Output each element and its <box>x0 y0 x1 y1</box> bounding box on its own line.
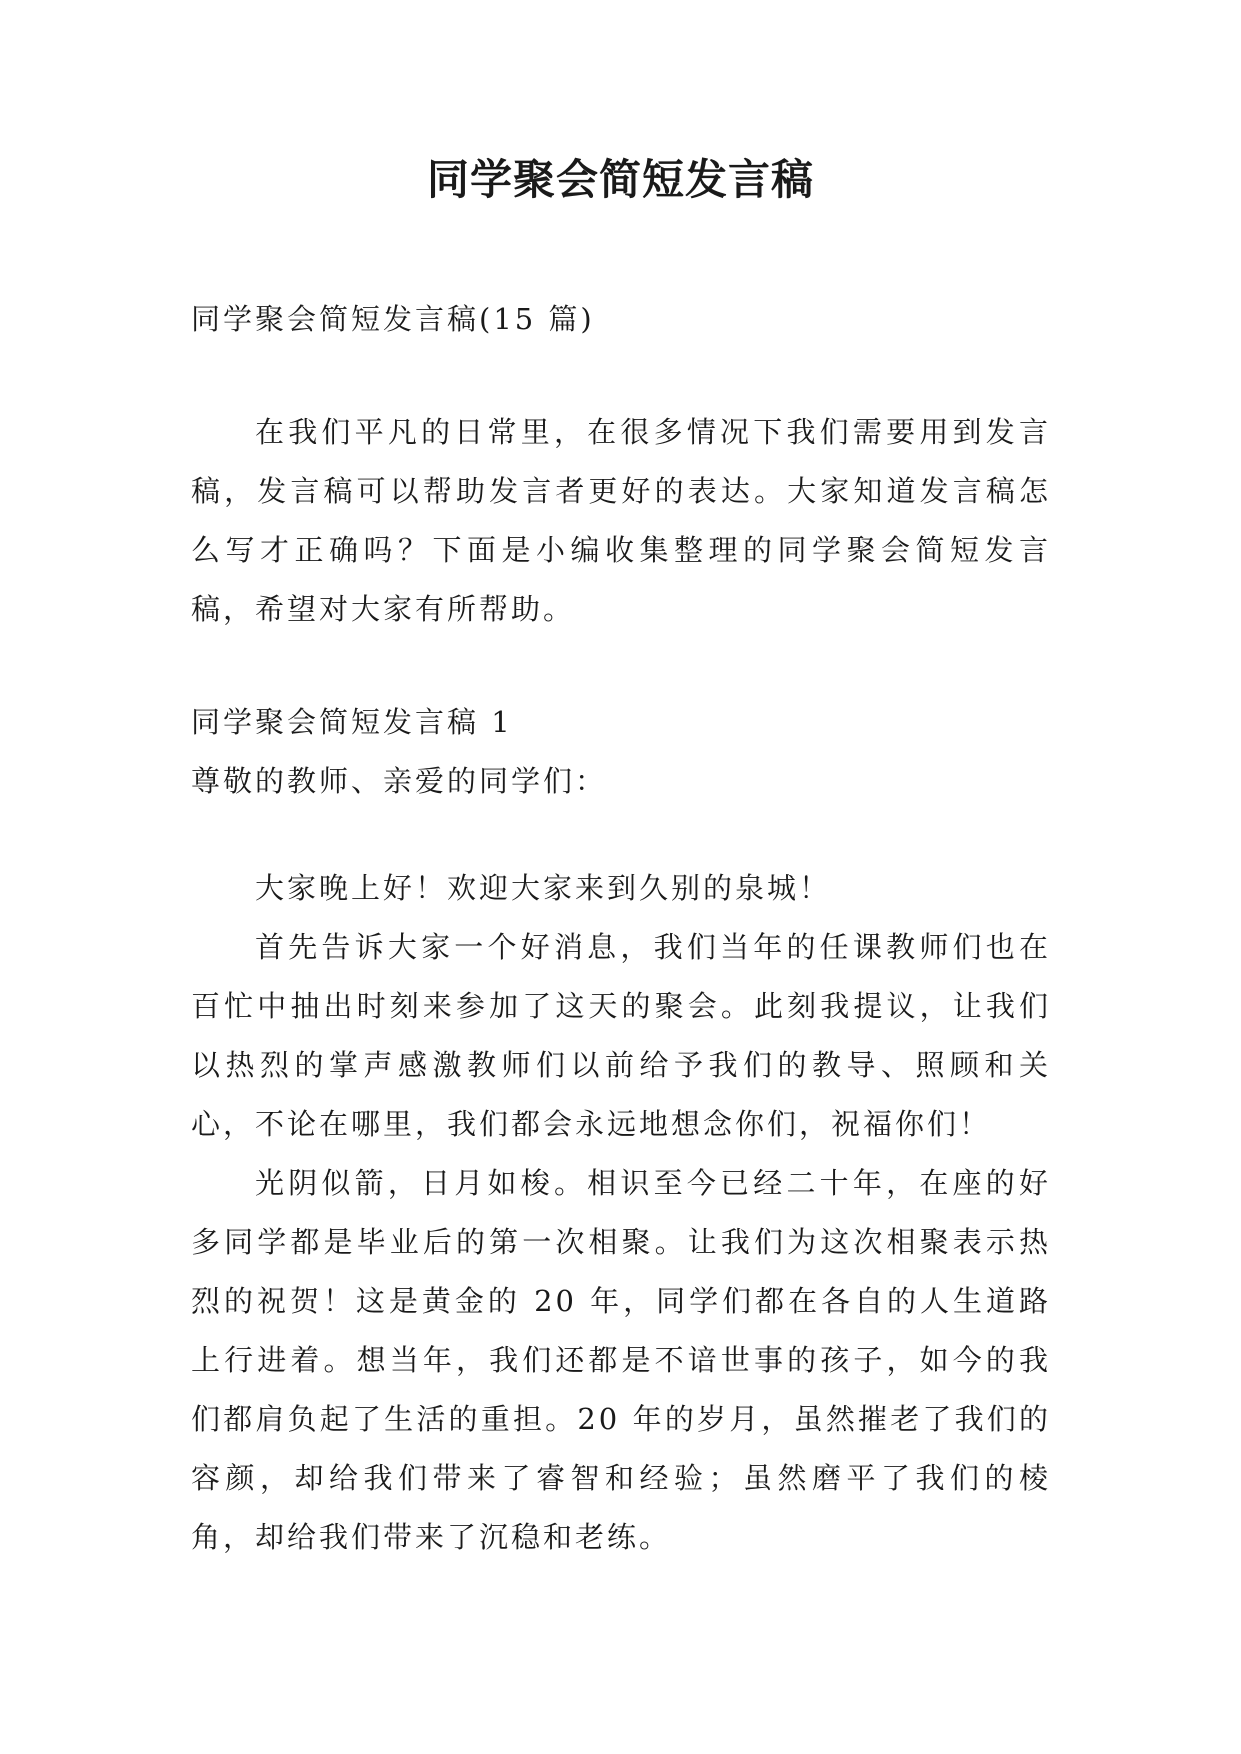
document-subtitle: 同学聚会简短发言稿(15 篇) <box>191 302 595 336</box>
body-paragraph: 光阴似箭，日月如梭。相识至今已经二十年，在座的好多同学都是毕业后的第一次相聚。让我们为这次相聚表示热烈的祝贺！这是黄金的 20 年，同学们都在各自的人生道路上行进着。想当年，我们还都是不谙世事的孩子，如今的我们都肩负起了生活的重担。20 年的岁月，虽然摧老了我们的容颜，却给我们带来了睿智和经验；虽然磨平了我们的棱角，却给我们带来了沉稳和老练。 <box>191 1166 1051 1554</box>
salutation: 尊敬的教师、亲爱的同学们： <box>191 764 608 798</box>
section-heading: 同学聚会简短发言稿 1 <box>191 705 513 739</box>
body-paragraph: 大家晚上好！欢迎大家来到久别的泉城！ <box>255 871 832 905</box>
document-title: 同学聚会简短发言稿 <box>426 155 814 204</box>
document-body <box>191 290 1051 1567</box>
intro-paragraph: 在我们平凡的日常里，在很多情况下我们需要用到发言稿，发言稿可以帮助发言者更好的表达。大家知道发言稿怎么写才正确吗？下面是小编收集整理的同学聚会简短发言稿，希望对大家有所帮助。 <box>191 415 1051 626</box>
body-paragraph: 首先告诉大家一个好消息，我们当年的任课教师们也在百忙中抽出时刻来参加了这天的聚会。此刻我提议，让我们以热烈的掌声感激教师们以前给予我们的教导、照顾和关心，不论在哪里，我们都会永远地想念你们，祝福你们！ <box>191 930 1051 1141</box>
